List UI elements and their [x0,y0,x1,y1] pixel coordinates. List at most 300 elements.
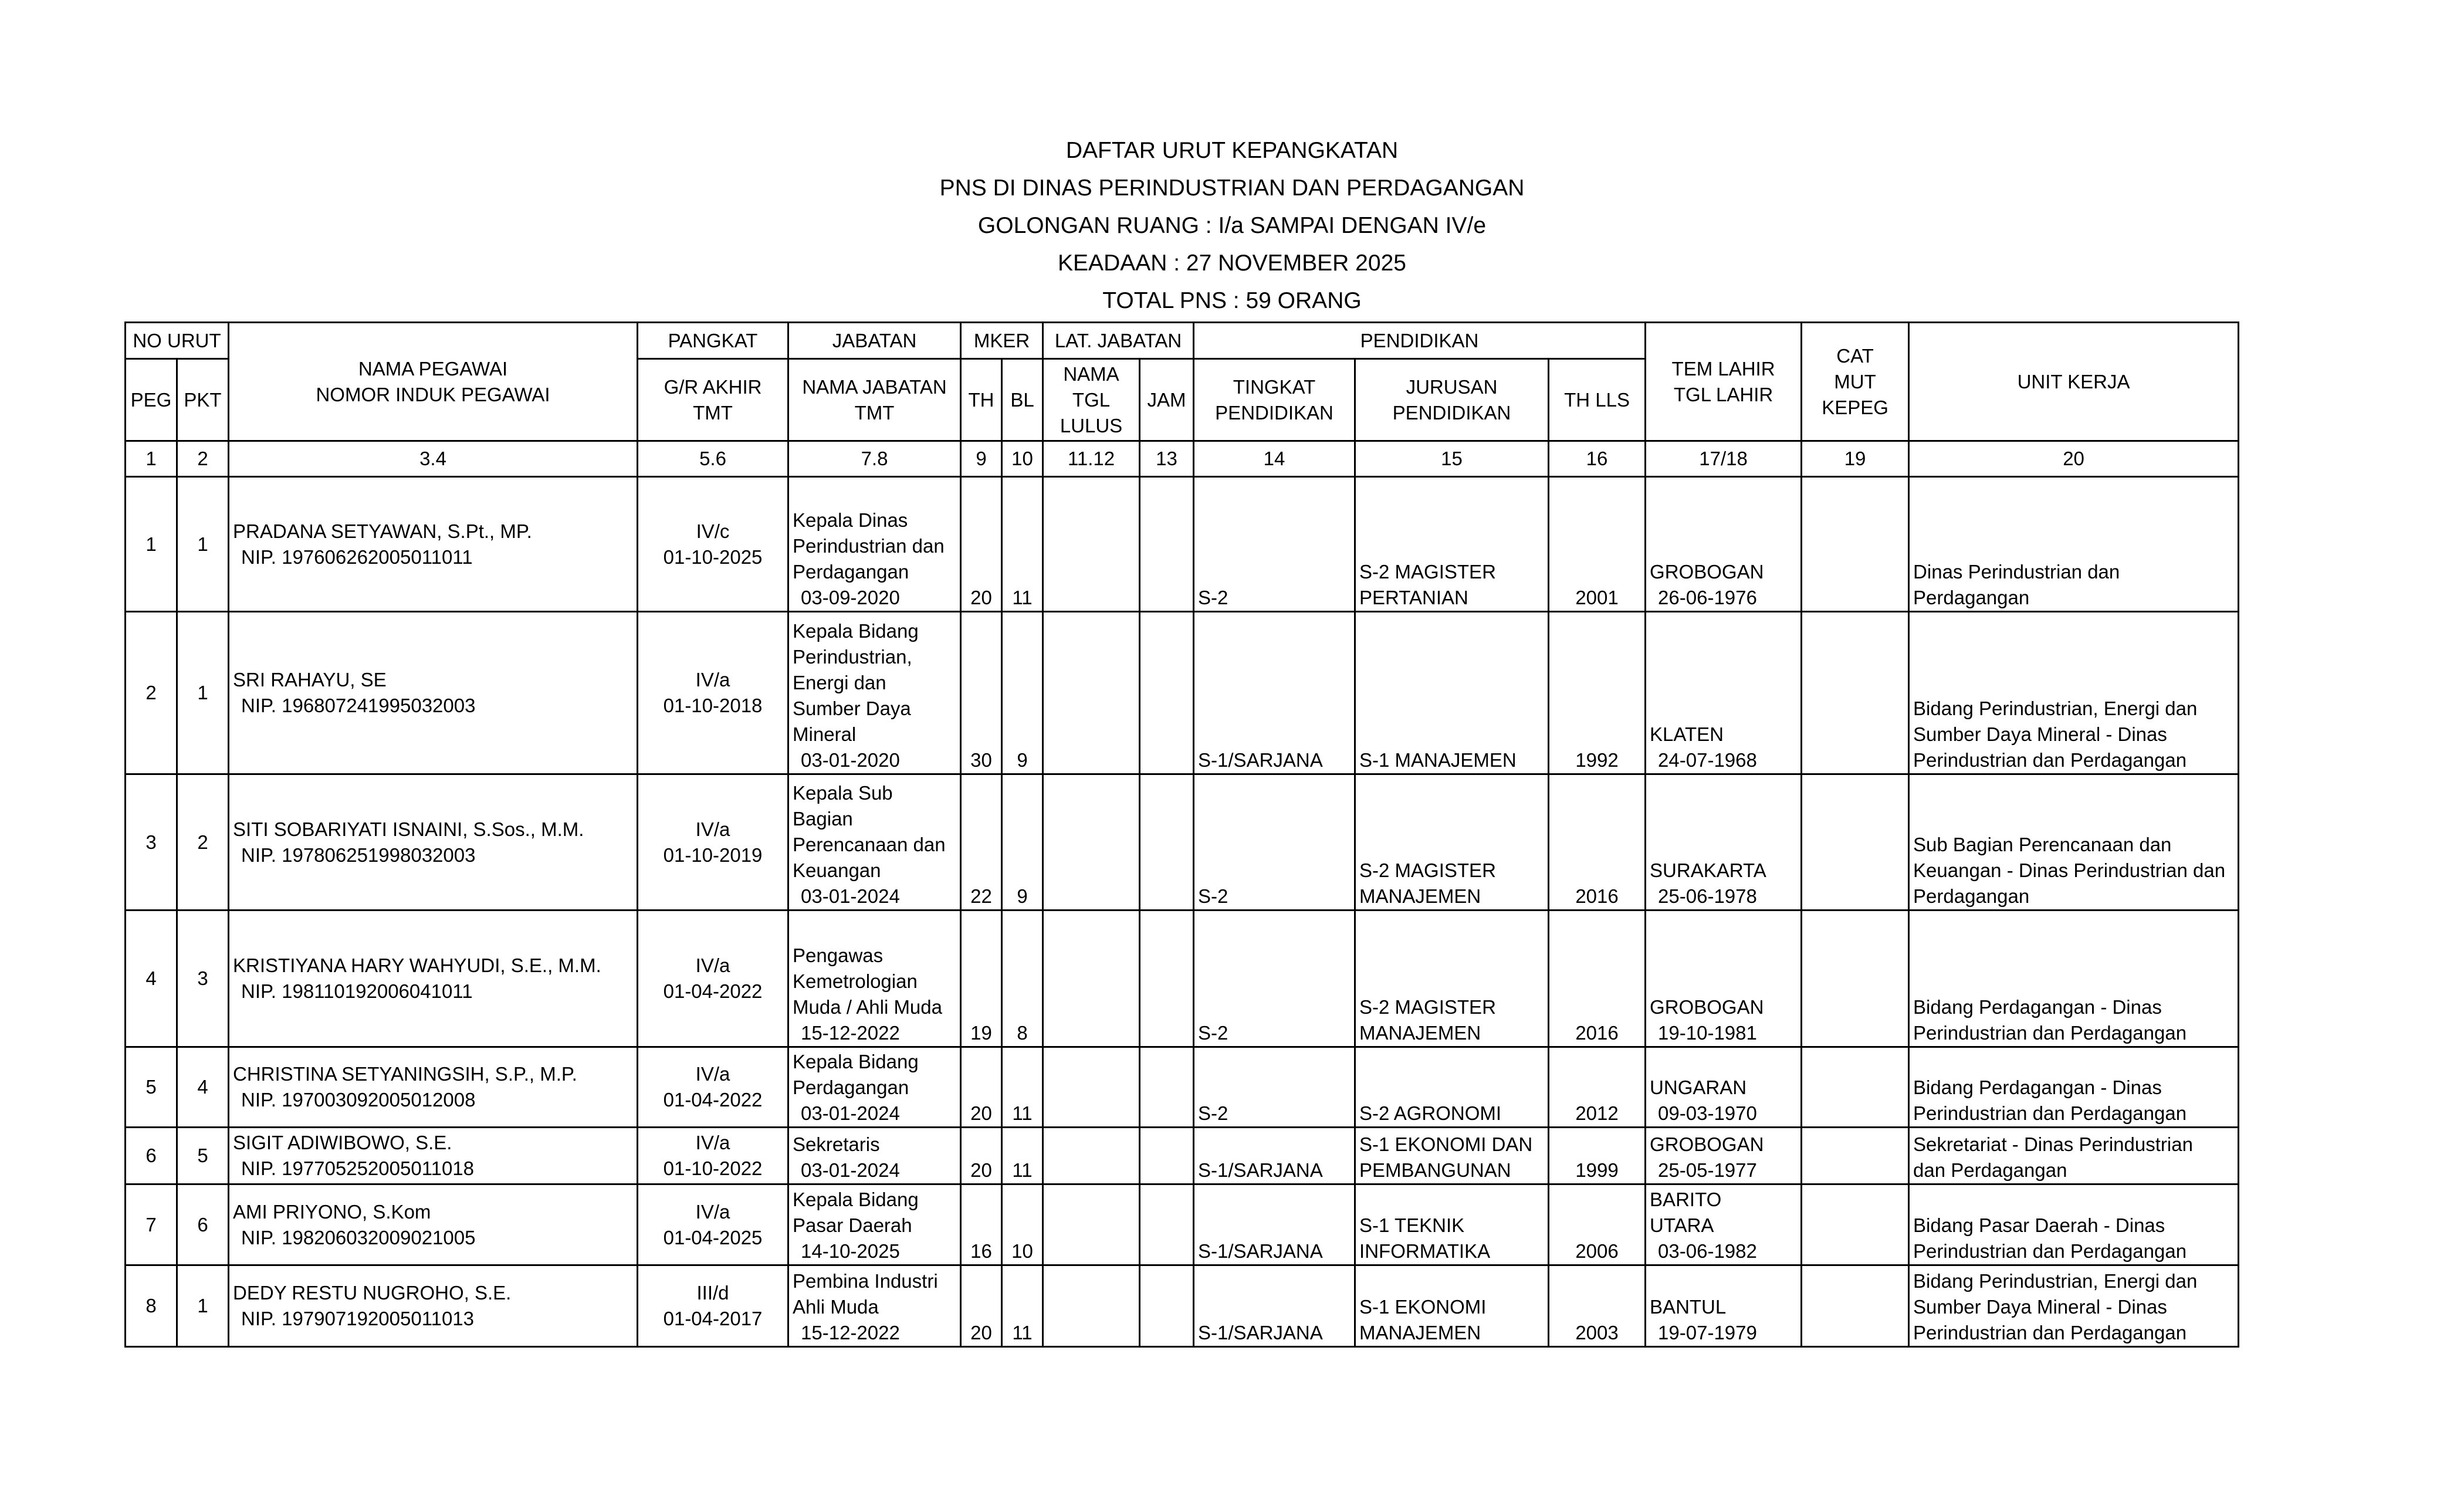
header-peg: PEG [126,359,177,441]
tgl-lahir: 03-06-1982 [1658,1240,1757,1262]
employee-nip: NIP. 197003092005012008 [241,1089,476,1111]
cell-pkt [177,1128,229,1184]
jurusan-pendidikan: S-1 TEKNIK INFORMATIKA [1359,1214,1491,1262]
tempat-lahir: UNGARAN [1650,1077,1747,1098]
cell-tingkat-pendidikan [1194,1184,1355,1265]
title-line-2: PNS DI DINAS PERINDUSTRIAN DAN PERDAGANGAN [939,175,1525,201]
cell-unit-kerja [1909,1265,2239,1347]
cell-th-lls [1549,1128,1646,1184]
peg-value: 8 [145,1295,157,1316]
header-nama-tgl-lulus [1043,359,1140,441]
tingkat-pendidikan: S-1/SARJANA [1198,749,1323,771]
header-gr-akhir [638,359,788,441]
header-unit-kerja: UNIT KERJA [1909,323,2239,441]
header-jabatan: JABATAN [788,323,961,359]
tingkat-pendidikan: S-2 [1198,587,1228,608]
cell-jurusan-pendidikan [1355,774,1549,911]
header-no-urut: NO URUT [126,323,229,359]
header-nama-tgl-lulus-label: NAMA TGL LULUS [1060,363,1123,436]
tempat-lahir: GROBOGAN [1650,996,1764,1018]
peg-value: 4 [145,967,157,989]
cell-lat-jabatan [1043,612,1140,774]
cell-jurusan-pendidikan [1355,1184,1549,1265]
cell-unit-kerja [1909,1047,2239,1128]
golongan-ruang: IV/c [696,520,730,542]
cell-mker-th [961,774,1002,911]
pangkat-tmt: 01-10-2019 [663,844,763,866]
pkt-value: 1 [197,533,208,555]
title-line-4: KEADAAN : 27 NOVEMBER 2025 [1058,251,1406,276]
cell-cat-mut-kepeg [1802,1047,1909,1128]
header-tem-lahir [1646,323,1802,441]
header-nama-jabatan [788,359,961,441]
th-lls-value: 2006 [1575,1240,1619,1262]
employee-name: DEDY RESTU NUGROHO, S.E. [233,1282,512,1304]
header-mker: MKER [961,323,1043,359]
cell-tempat-tgl-lahir [1646,1047,1802,1128]
cell-jabatan [788,612,961,774]
th-lls-value: 1992 [1575,749,1619,771]
cell-jabatan [788,774,961,911]
title-line-1: DAFTAR URUT KEPANGKATAN [1065,138,1399,163]
col-number: 7.8 [788,441,961,477]
nama-jabatan: Kepala Sub Bagian Perencanaan dan Keuangan [793,782,946,881]
mker-th-value: 20 [970,1322,992,1343]
cell-cat-mut-kepeg [1802,911,1909,1047]
tgl-lahir: 19-07-1979 [1658,1322,1757,1343]
header-tem-lahir-label: TEM LAHIR [1671,357,1775,380]
employee-name: KRISTIYANA HARY WAHYUDI, S.E., M.M. [233,955,601,976]
nama-jabatan: Pengawas Kemetrologian Muda / Ahli Muda [793,945,942,1018]
unit-kerja: Sekretariat - Dinas Perindustrian dan Perdagangan [1913,1133,2193,1181]
cell-unit-kerja [1909,774,2239,911]
cell-cat-mut-kepeg [1802,1184,1909,1265]
cell-cat-mut-kepeg [1802,612,1909,774]
cell-th-lls [1549,1184,1646,1265]
cell-pangkat [638,1047,788,1128]
cell-peg [126,612,177,774]
cell-cat-mut-kepeg [1802,774,1909,911]
mker-bl-value: 11 [1012,1322,1033,1343]
unit-kerja: Bidang Perdagangan - Dinas Perindustrian dan Perdagangan [1913,1077,2187,1124]
tingkat-pendidikan: S-2 [1198,1022,1228,1044]
col-number: 10 [1002,441,1043,477]
cell-pangkat [638,1128,788,1184]
pangkat-tmt: 01-10-2022 [663,1157,763,1179]
employee-nip: NIP. 198110192006041011 [241,980,473,1002]
nama-jabatan: Kepala Dinas Perindustrian dan Perdagangan [793,509,945,583]
unit-kerja: Bidang Perdagangan - Dinas Perindustrian dan Perdagangan [1913,996,2187,1044]
cell-nama-pegawai [229,774,638,911]
header-tgl-lahir-label: TGL LAHIR [1673,383,1773,405]
employee-nip: NIP. 197606262005011011 [241,546,473,568]
jabatan-tmt: 15-12-2022 [801,1022,900,1044]
employee-name: SITI SOBARIYATI ISNAINI, S.Sos., M.M. [233,818,584,840]
header-lat-jabatan: LAT. JABATAN [1043,323,1194,359]
pkt-value: 5 [197,1145,208,1166]
jurusan-pendidikan: S-2 AGRONOMI [1359,1102,1502,1124]
nama-jabatan: Pembina Industri Ahli Muda [793,1270,938,1318]
cell-lat-jabatan [1043,1184,1140,1265]
pkt-value: 6 [197,1213,208,1236]
cell-tempat-tgl-lahir [1646,477,1802,612]
unit-kerja: Bidang Perindustrian, Energi dan Sumber Daya Mineral - Dinas Perindustrian dan Perdagangan [1913,1270,2198,1343]
employee-nip: NIP. 196807241995032003 [241,695,476,716]
golongan-ruang: IV/a [695,1200,730,1223]
cell-jam [1140,911,1194,1047]
table-header [126,323,2239,441]
tempat-lahir: BARITO UTARA [1650,1189,1722,1236]
cell-th-lls [1549,1047,1646,1128]
cell-mker-bl [1002,1265,1043,1347]
cell-tingkat-pendidikan [1194,612,1355,774]
mker-bl-value: 9 [1017,885,1028,907]
cell-unit-kerja [1909,1184,2239,1265]
cell-tempat-tgl-lahir [1646,1128,1802,1184]
mker-th-value: 16 [970,1240,992,1262]
pangkat-tmt: 01-10-2025 [663,546,763,568]
cell-jam [1140,612,1194,774]
tgl-lahir: 24-07-1968 [1658,749,1757,771]
cell-tempat-tgl-lahir [1646,911,1802,1047]
cell-peg [126,911,177,1047]
header-bl: BL [1002,359,1043,441]
col-number: 19 [1802,441,1909,477]
jurusan-pendidikan: S-1 MANAJEMEN [1359,749,1517,771]
col-number: 13 [1140,441,1194,477]
tingkat-pendidikan: S-1/SARJANA [1198,1322,1323,1343]
table-row [126,911,2239,1047]
cell-jabatan [788,1128,961,1184]
cell-lat-jabatan [1043,1047,1140,1128]
duk-table [124,321,2239,1348]
cell-lat-jabatan [1043,1265,1140,1347]
mker-th-value: 20 [970,1102,992,1124]
cell-jam [1140,1184,1194,1265]
th-lls-value: 2012 [1575,1102,1619,1124]
cell-mker-bl [1002,477,1043,612]
title-line-5: TOTAL PNS : 59 ORANG [1102,288,1362,313]
pkt-value: 3 [197,967,208,989]
table-row [126,477,2239,612]
jabatan-tmt: 14-10-2025 [801,1240,900,1262]
mker-bl-value: 8 [1017,1022,1028,1044]
cell-jurusan-pendidikan [1355,612,1549,774]
header-nama-pegawai [229,323,638,441]
col-number: 5.6 [638,441,788,477]
cell-peg [126,1265,177,1347]
cell-mker-th [961,612,1002,774]
th-lls-value: 2001 [1575,587,1619,608]
mker-bl-value: 11 [1012,1159,1033,1181]
cell-jabatan [788,477,961,612]
col-number: 16 [1549,441,1646,477]
tempat-lahir: GROBOGAN [1650,561,1764,583]
cell-tingkat-pendidikan [1194,1047,1355,1128]
cell-mker-th [961,477,1002,612]
col-number: 17/18 [1646,441,1802,477]
table-row [126,612,2239,774]
cell-jurusan-pendidikan [1355,477,1549,612]
employee-nip: NIP. 197705252005011018 [241,1157,475,1179]
table-row [126,1128,2239,1184]
title-line-3: GOLONGAN RUANG : I/a SAMPAI DENGAN IV/e [977,213,1487,238]
jurusan-pendidikan: S-2 MAGISTER MANAJEMEN [1359,996,1496,1044]
mker-th-value: 30 [970,749,992,771]
cell-lat-jabatan [1043,911,1140,1047]
cell-jabatan [788,1047,961,1128]
document-title-block [0,132,2464,320]
cell-th-lls [1549,774,1646,911]
header-pangkat: PANGKAT [638,323,788,359]
cell-nama-pegawai [229,612,638,774]
tgl-lahir: 09-03-1970 [1658,1102,1757,1124]
tempat-lahir: KLATEN [1650,723,1724,745]
pkt-value: 1 [197,1295,208,1316]
nama-jabatan: Kepala Bidang Perindustrian, Energi dan Sumber Daya Mineral [793,620,919,745]
header-jam: JAM [1140,359,1194,441]
col-number: 1 [126,441,177,477]
mker-th-value: 22 [970,885,992,907]
cell-pangkat [638,774,788,911]
cell-jam [1140,774,1194,911]
header-pendidikan: PENDIDIKAN [1194,323,1646,359]
col-number: 3.4 [229,441,638,477]
mker-bl-value: 11 [1012,587,1033,608]
cell-tempat-tgl-lahir [1646,1265,1802,1347]
header-gr-tmt-label: TMT [693,401,733,424]
tingkat-pendidikan: S-2 [1198,1102,1228,1124]
cell-jurusan-pendidikan [1355,911,1549,1047]
cell-peg [126,1184,177,1265]
golongan-ruang: IV/a [695,955,730,976]
cell-jam [1140,1265,1194,1347]
pangkat-tmt: 01-04-2025 [663,1226,763,1248]
cell-mker-th [961,1047,1002,1128]
cell-cat-mut-kepeg [1802,1128,1909,1184]
cell-mker-bl [1002,911,1043,1047]
jabatan-tmt: 03-01-2024 [801,1102,900,1124]
cell-unit-kerja [1909,477,2239,612]
cell-lat-jabatan [1043,477,1140,612]
header-nama-label: NAMA PEGAWAI [358,357,508,380]
cell-jurusan-pendidikan [1355,1128,1549,1184]
cell-mker-bl [1002,612,1043,774]
tingkat-pendidikan: S-1/SARJANA [1198,1159,1323,1181]
cell-peg [126,1047,177,1128]
cell-tingkat-pendidikan [1194,774,1355,911]
cell-pkt [177,477,229,612]
cell-pangkat [638,612,788,774]
th-lls-value: 1999 [1575,1159,1619,1181]
header-jurusan-label: JURUSAN PENDIDIKAN [1392,375,1511,424]
th-lls-value: 2016 [1575,885,1619,907]
table-row [126,1184,2239,1265]
cell-pkt [177,774,229,911]
cell-tingkat-pendidikan [1194,1265,1355,1347]
header-pkt: PKT [177,359,229,441]
mker-th-value: 20 [970,587,992,608]
cell-nama-pegawai [229,1265,638,1347]
unit-kerja: Bidang Perindustrian, Energi dan Sumber Daya Mineral - Dinas Perindustrian dan Perdagangan [1913,698,2198,771]
peg-value: 3 [145,831,157,853]
jabatan-tmt: 15-12-2022 [801,1322,900,1343]
cell-lat-jabatan [1043,774,1140,911]
cell-tempat-tgl-lahir [1646,1184,1802,1265]
tgl-lahir: 25-06-1978 [1658,885,1757,907]
cell-jabatan [788,911,961,1047]
cell-tingkat-pendidikan [1194,1128,1355,1184]
cell-pkt [177,1184,229,1265]
tgl-lahir: 26-06-1976 [1658,587,1757,608]
cell-th-lls [1549,612,1646,774]
golongan-ruang: IV/a [695,669,730,691]
cell-pangkat [638,1184,788,1265]
pkt-value: 1 [197,682,208,703]
cell-peg [126,477,177,612]
header-tingkat-pendidikan [1194,359,1355,441]
pangkat-tmt: 01-04-2022 [663,980,763,1002]
cell-tingkat-pendidikan [1194,911,1355,1047]
cell-pkt [177,612,229,774]
tgl-lahir: 19-10-1981 [1658,1022,1757,1044]
cell-jam [1140,1128,1194,1184]
header-nama-jabatan-label: NAMA JABATAN [802,375,947,398]
tingkat-pendidikan: S-2 [1198,885,1228,907]
header-th-lls: TH LLS [1549,359,1646,441]
cell-pangkat [638,911,788,1047]
cell-nama-pegawai [229,911,638,1047]
cell-nama-pegawai [229,477,638,612]
cell-mker-th [961,1265,1002,1347]
col-number: 14 [1194,441,1355,477]
header-gr-label: G/R AKHIR [664,375,762,398]
col-number: 20 [1909,441,2239,477]
employee-name: PRADANA SETYAWAN, S.Pt., MP. [233,520,532,542]
table-row [126,1047,2239,1128]
unit-kerja: Sub Bagian Perencanaan dan Keuangan - Dinas Perindustrian dan Perdagangan [1913,834,2226,907]
cell-mker-th [961,1184,1002,1265]
cell-unit-kerja [1909,612,2239,774]
header-jurusan-pendidikan [1355,359,1549,441]
th-lls-value: 2003 [1575,1322,1619,1343]
unit-kerja: Dinas Perindustrian dan Perdagangan [1913,561,2120,608]
cell-th-lls [1549,911,1646,1047]
cell-pangkat [638,1265,788,1347]
cell-nama-pegawai [229,1047,638,1128]
cell-mker-th [961,1128,1002,1184]
header-cat-label: CAT MUT KEPEG [1822,344,1888,418]
golongan-ruang: IV/a [695,1063,730,1085]
cell-jabatan [788,1265,961,1347]
cell-pkt [177,1265,229,1347]
column-number-row [126,441,2239,477]
cell-tempat-tgl-lahir [1646,774,1802,911]
table-row [126,774,2239,911]
header-nip-label: NOMOR INDUK PEGAWAI [316,383,550,405]
mker-bl-value: 9 [1017,749,1028,771]
peg-value: 6 [145,1145,157,1166]
jurusan-pendidikan: S-1 EKONOMI DAN PEMBANGUNAN [1359,1133,1533,1181]
cell-mker-bl [1002,1128,1043,1184]
cell-pkt [177,911,229,1047]
cell-mker-bl [1002,1047,1043,1128]
th-lls-value: 2016 [1575,1022,1619,1044]
cell-cat-mut-kepeg [1802,477,1909,612]
cell-th-lls [1549,1265,1646,1347]
mker-th-value: 20 [970,1159,992,1181]
employee-name: SIGIT ADIWIBOWO, S.E. [233,1132,452,1153]
tempat-lahir: GROBOGAN [1650,1133,1764,1155]
jurusan-pendidikan: S-2 MAGISTER PERTANIAN [1359,561,1496,608]
peg-value: 1 [145,533,157,555]
employee-name: CHRISTINA SETYANINGSIH, S.P., M.P. [233,1063,577,1085]
mker-bl-value: 11 [1012,1102,1033,1124]
employee-nip: NIP. 197907192005011013 [241,1308,475,1329]
table-row [126,1265,2239,1347]
peg-value: 7 [145,1213,157,1236]
cell-jam [1140,1047,1194,1128]
col-number: 11.12 [1043,441,1140,477]
tempat-lahir: BANTUL [1650,1296,1727,1318]
cell-peg [126,1128,177,1184]
cell-lat-jabatan [1043,1128,1140,1184]
col-number: 2 [177,441,229,477]
tgl-lahir: 25-05-1977 [1658,1159,1757,1181]
cell-cat-mut-kepeg [1802,1265,1909,1347]
tingkat-pendidikan: S-1/SARJANA [1198,1240,1323,1262]
col-number: 15 [1355,441,1549,477]
nama-jabatan: Kepala Bidang Pasar Daerah [793,1189,919,1236]
pangkat-tmt: 01-04-2017 [663,1308,763,1329]
table-body [126,441,2239,1347]
pkt-value: 4 [197,1076,208,1098]
peg-value: 5 [145,1076,157,1098]
pangkat-tmt: 01-10-2018 [663,695,763,716]
pangkat-tmt: 01-04-2022 [663,1089,763,1111]
employee-nip: NIP. 197806251998032003 [241,844,476,866]
employee-name: SRI RAHAYU, SE [233,669,387,691]
cell-jurusan-pendidikan [1355,1047,1549,1128]
nama-jabatan: Sekretaris [793,1133,880,1155]
header-th: TH [961,359,1002,441]
header-tingkat-label: TINGKAT PENDIDIKAN [1215,375,1333,424]
pkt-value: 2 [197,831,208,853]
header-jabatan-tmt-label: TMT [854,401,895,424]
golongan-ruang: III/d [696,1282,729,1304]
golongan-ruang: IV/a [695,1132,730,1153]
col-number: 9 [961,441,1002,477]
tempat-lahir: SURAKARTA [1650,859,1766,881]
cell-unit-kerja [1909,1128,2239,1184]
cell-mker-th [961,911,1002,1047]
mker-bl-value: 10 [1011,1240,1033,1262]
header-cat-mut-kepeg [1802,323,1909,441]
jabatan-tmt: 03-01-2020 [801,749,900,771]
unit-kerja: Bidang Pasar Daerah - Dinas Perindustrian dan Perdagangan [1913,1214,2187,1262]
cell-peg [126,774,177,911]
cell-mker-bl [1002,774,1043,911]
golongan-ruang: IV/a [695,818,730,840]
peg-value: 2 [145,682,157,703]
cell-pkt [177,1047,229,1128]
cell-nama-pegawai [229,1128,638,1184]
cell-tempat-tgl-lahir [1646,612,1802,774]
mker-th-value: 19 [970,1022,992,1044]
jabatan-tmt: 03-01-2024 [801,1159,900,1181]
cell-jurusan-pendidikan [1355,1265,1549,1347]
cell-tingkat-pendidikan [1194,477,1355,612]
